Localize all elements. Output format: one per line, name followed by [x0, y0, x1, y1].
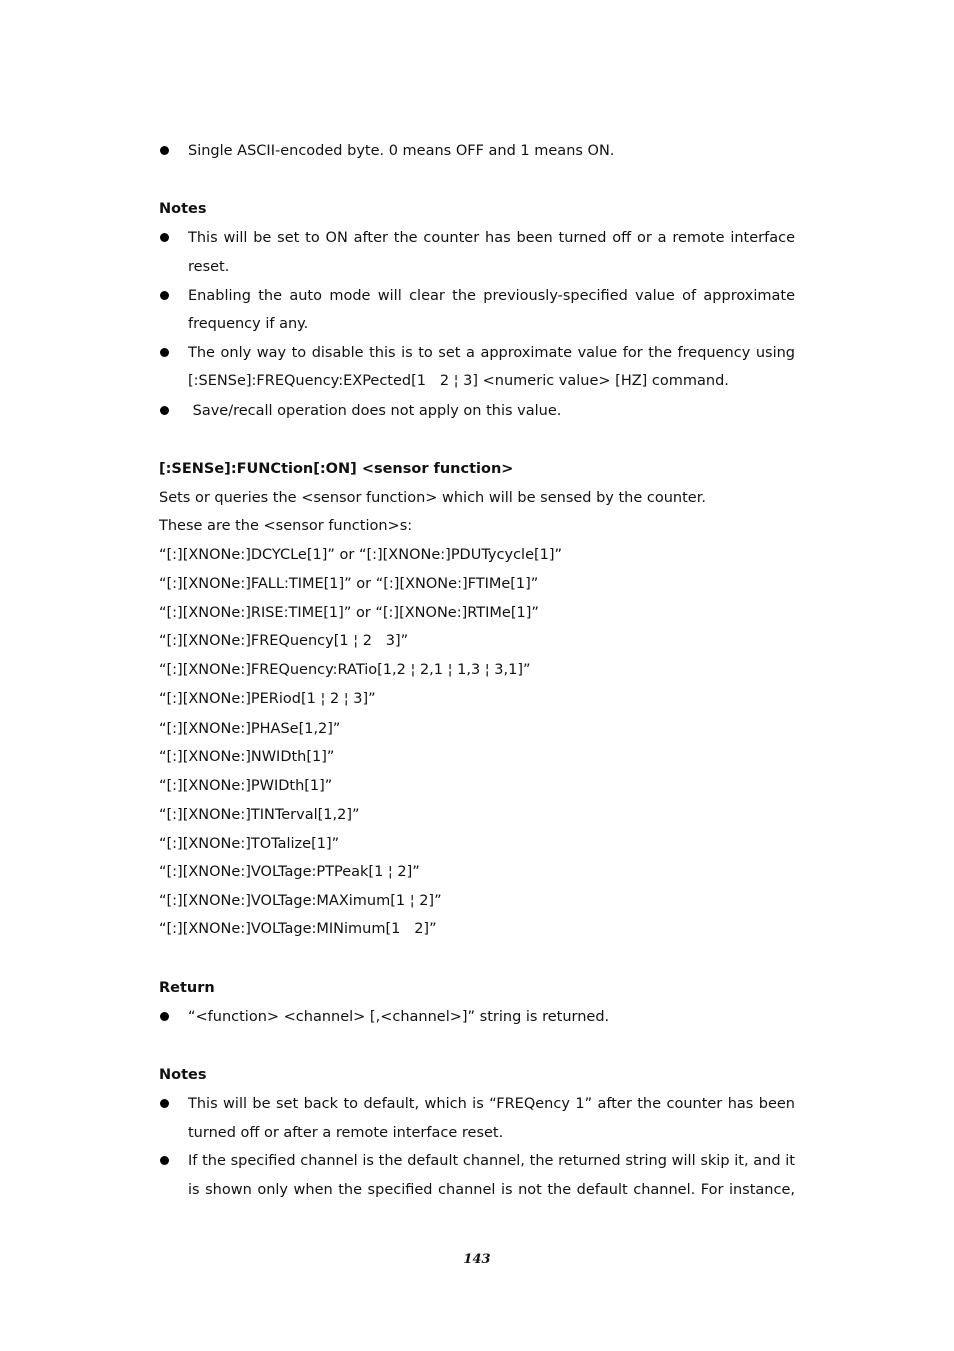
bullet-dot: [160, 146, 169, 155]
function-item: “[:][XNONe:]PHASe[1,2]”: [159, 721, 341, 737]
function-item: “[:][XNONe:]PWIDth[1]”: [159, 778, 333, 794]
bullet-dot: [160, 291, 169, 300]
bullet-dot: [160, 348, 169, 357]
page-number: 143: [463, 1252, 491, 1267]
return-text: “<function> <channel> [,<channel>]” string is returned.: [188, 1009, 610, 1025]
function-item: “[:][XNONe:]RISE:TIME[1]” or “[:][XNONe:]RTIMe[1]”: [159, 605, 539, 621]
note-text-cont: frequency if any.: [188, 316, 309, 332]
note-text: If the specified channel is the default channel, the returned string will skip it, and it: [188, 1153, 795, 1169]
note-text-cont: [:SENSe]:FREQuency:EXPected[1 2 ¦ 3] <numeric value> [HZ] command.: [188, 373, 729, 389]
bullet-dot: [160, 1156, 169, 1165]
function-item: “[:][XNONe:]FALL:TIME[1]” or “[:][XNONe:]FTIMe[1]”: [159, 576, 539, 592]
function-item: “[:][XNONe:]DCYCLe[1]” or “[:][XNONe:]PDUTycycle[1]”: [159, 547, 563, 563]
function-item: “[:][XNONe:]FREQuency[1 ¦ 2 3]”: [159, 633, 409, 649]
note-text: This will be set to ON after the counter has been turned off or a remote interface: [188, 230, 795, 246]
command-description: These are the <sensor function>s:: [159, 518, 413, 534]
function-item: “[:][XNONe:]TOTalize[1]”: [159, 836, 340, 852]
note-text-cont: reset.: [188, 259, 230, 275]
bullet-dot: [160, 1099, 169, 1108]
function-item: “[:][XNONe:]VOLTage:MINimum[1 2]”: [159, 921, 437, 937]
note-text: The only way to disable this is to set a approximate value for the frequency using: [188, 345, 795, 361]
command-heading: [:SENSe]:FUNCtion[:ON] <sensor function>: [159, 461, 514, 477]
bullet-dot: [160, 1012, 169, 1021]
bullet-dot: [160, 233, 169, 242]
command-description: Sets or queries the <sensor function> which will be sensed by the counter.: [159, 490, 706, 506]
function-item: “[:][XNONe:]VOLTage:PTPeak[1 ¦ 2]”: [159, 864, 420, 880]
function-item: “[:][XNONe:]TINTerval[1,2]”: [159, 807, 360, 823]
note-text: Enabling the auto mode will clear the previously-specified value of approximate: [188, 288, 795, 304]
function-item: “[:][XNONe:]FREQuency:RATio[1,2 ¦ 2,1 ¦ 1,3 ¦ 3,1]”: [159, 662, 531, 678]
notes-heading: Notes: [159, 201, 207, 217]
note-text-cont: turned off or after a remote interface reset.: [188, 1125, 504, 1141]
bullet-text: Single ASCII-encoded byte. 0 means OFF and 1 means ON.: [188, 143, 615, 159]
bullet-dot: [160, 406, 169, 415]
function-item: “[:][XNONe:]VOLTage:MAXimum[1 ¦ 2]”: [159, 893, 442, 909]
notes-heading: Notes: [159, 1067, 207, 1083]
function-item: “[:][XNONe:]NWIDth[1]”: [159, 749, 335, 765]
note-text: This will be set back to default, which is “FREQency 1” after the counter has been: [188, 1096, 795, 1112]
return-heading: Return: [159, 980, 215, 996]
function-item: “[:][XNONe:]PERiod[1 ¦ 2 ¦ 3]”: [159, 691, 376, 707]
note-text: Save/recall operation does not apply on this value.: [188, 403, 562, 419]
note-text-cont: is shown only when the specified channel is not the default channel. For instance,: [188, 1182, 795, 1198]
